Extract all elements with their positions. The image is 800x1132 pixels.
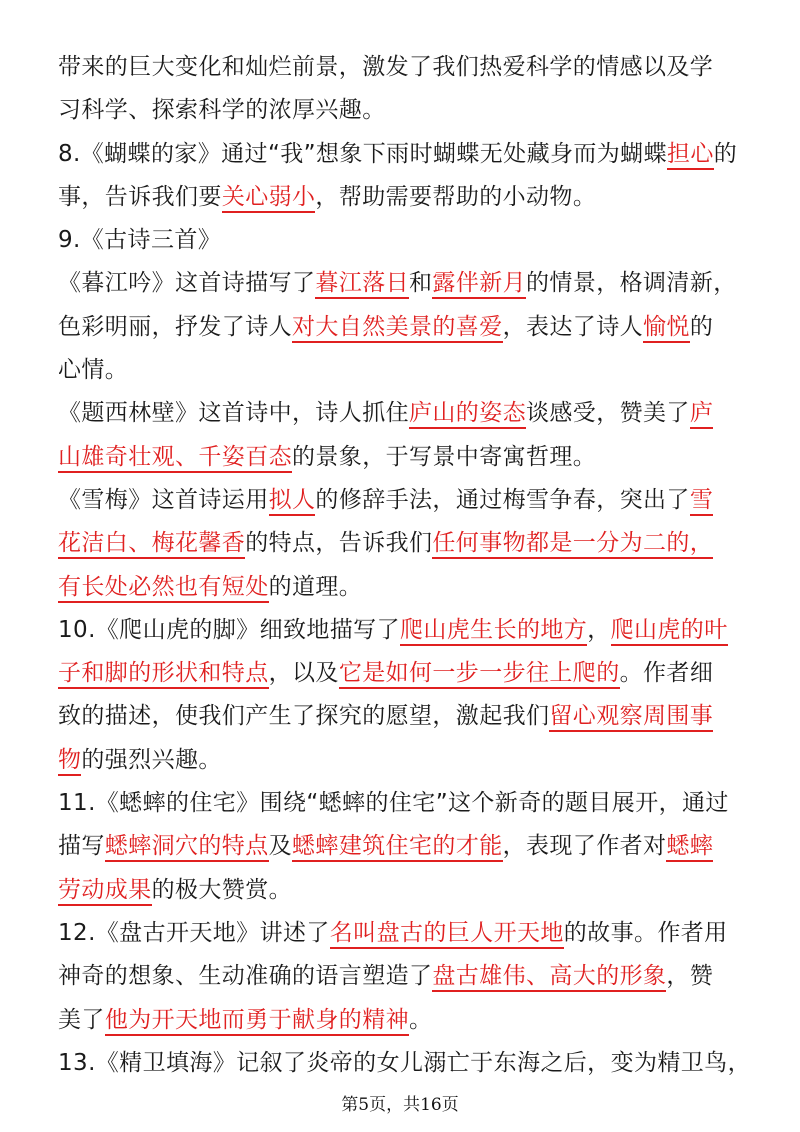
text-segment: 12.《盘古开天地》讲述了 bbox=[58, 919, 330, 946]
text-segment: 的故事。作者用 bbox=[563, 919, 728, 946]
text-segment: 带来的巨大变化和灿烂前景，激发了我们热爱科学的情感以及学 bbox=[58, 54, 714, 80]
text-segment: ，帮助需要帮助的小动物。 bbox=[315, 183, 597, 210]
highlighted-answer: 花洁白、梅花馨香 bbox=[58, 530, 245, 559]
text-segment: 致的描述，使我们产生了探究的愿望，激起我们 bbox=[58, 703, 550, 730]
highlighted-answer: 愉悦 bbox=[643, 314, 690, 343]
highlighted-answer: 山雄奇壮观、千姿百态 bbox=[58, 444, 292, 473]
highlighted-answer: 担心 bbox=[667, 141, 714, 170]
highlighted-answer: 拟人 bbox=[269, 487, 316, 516]
text-segment: 的 bbox=[713, 140, 738, 167]
text-segment: 的景象，于写景中寄寓哲理。 bbox=[292, 443, 597, 470]
text-line bbox=[58, 392, 748, 435]
text-segment: 的道理。 bbox=[268, 573, 363, 600]
text-segment: 的特点，告诉我们 bbox=[245, 530, 433, 557]
text-line bbox=[58, 89, 748, 132]
text-segment: ，表现了作者对 bbox=[502, 833, 667, 860]
highlighted-answer: 关心弱小 bbox=[222, 184, 316, 213]
highlighted-answer: 雪 bbox=[690, 487, 713, 516]
text-segment: 。 bbox=[409, 1006, 433, 1033]
text-segment: 色彩明丽，抒发了诗人 bbox=[58, 313, 292, 340]
text-line bbox=[58, 219, 748, 262]
text-line bbox=[58, 1042, 751, 1085]
text-line bbox=[58, 739, 748, 782]
highlighted-answer: 劳动成果 bbox=[58, 877, 152, 906]
highlighted-answer: 蟋蟀洞穴的特点 bbox=[105, 833, 269, 862]
highlighted-answer: 爬山虎生长的地方 bbox=[400, 617, 587, 646]
text-segment: 10.《爬山虎的脚》细致地描写了 bbox=[58, 616, 400, 643]
text-segment: 《雪梅》这首诗运用 bbox=[58, 486, 269, 513]
text-line bbox=[58, 869, 748, 912]
text-line bbox=[58, 999, 748, 1042]
page-footer: 第5页，共16页 bbox=[341, 1095, 459, 1115]
text-line bbox=[58, 46, 748, 89]
text-segment: ， bbox=[587, 616, 611, 643]
text-segment: 神奇的想象、生动准确的语言塑造了 bbox=[58, 963, 433, 990]
text-line bbox=[58, 695, 748, 738]
text-line bbox=[58, 306, 748, 349]
highlighted-answer: 蟋蟀建筑住宅的才能 bbox=[292, 833, 503, 862]
highlighted-answer: 物 bbox=[58, 747, 81, 776]
highlighted-answer: 名叫盘古的巨人开天地 bbox=[330, 920, 564, 949]
text-segment: 的修辞手法，通过梅雪争春，突出了 bbox=[315, 486, 690, 513]
highlighted-answer: 对大自然美景的喜爱 bbox=[292, 314, 503, 343]
text-segment: 及 bbox=[268, 833, 293, 860]
text-segment: 。作者细 bbox=[619, 660, 714, 687]
highlighted-answer: 盘古雄伟、高大的形象 bbox=[432, 963, 666, 992]
highlighted-answer: 有长处必然也有短处 bbox=[58, 574, 269, 603]
highlighted-answer: 庐 bbox=[690, 400, 713, 429]
text-segment: 的情景，格调清新， bbox=[526, 270, 737, 297]
highlighted-answer: 它是如何一步一步往上爬的 bbox=[339, 660, 620, 689]
text-segment: 习科学、探索科学的浓厚兴趣。 bbox=[58, 97, 386, 124]
text-line bbox=[58, 912, 748, 955]
text-segment: 9.《古诗三首》 bbox=[58, 227, 222, 254]
text-line bbox=[58, 825, 748, 868]
highlighted-answer: 留心观察周围事 bbox=[549, 703, 713, 732]
highlighted-answer: 庐山的姿态 bbox=[409, 400, 526, 429]
highlighted-answer: 蟋蟀 bbox=[666, 833, 713, 862]
text-segment: ，赞 bbox=[666, 963, 714, 990]
text-segment: 的极大赞赏。 bbox=[151, 876, 293, 903]
highlighted-answer: 他为开天地而勇于献身的精神 bbox=[105, 1007, 409, 1036]
highlighted-answer: 暮江落日 bbox=[315, 270, 409, 299]
text-line bbox=[58, 436, 748, 479]
text-line bbox=[58, 955, 748, 998]
text-line bbox=[58, 609, 748, 652]
highlighted-answer: 露伴新月 bbox=[432, 270, 526, 299]
text-segment: 的强烈兴趣。 bbox=[81, 746, 222, 773]
text-line bbox=[58, 176, 748, 219]
text-segment: ，表达了诗人 bbox=[502, 313, 644, 340]
text-segment: 13.《精卫填海》记叙了炎帝的女儿溺亡于东海之后，变为精卫鸟， bbox=[58, 1049, 751, 1076]
text-segment: ，以及 bbox=[268, 660, 339, 687]
text-segment: 11.《蟋蟀的住宅》围绕“蟋蟀的住宅”这个新奇的题目展开，通过 bbox=[58, 790, 729, 817]
text-segment: 美了 bbox=[58, 1006, 105, 1033]
text-segment: 谈感受，赞美了 bbox=[526, 400, 690, 427]
highlighted-answer: 子和脚的形状和特点 bbox=[58, 660, 269, 689]
text-segment: 《暮江吟》这首诗描写了 bbox=[58, 270, 316, 297]
highlighted-answer: 爬山虎的叶 bbox=[611, 617, 728, 646]
text-segment: 心情。 bbox=[58, 357, 129, 384]
text-segment: 和 bbox=[409, 270, 433, 297]
text-segment: 《题西林壁》这首诗中，诗人抓住 bbox=[58, 400, 409, 427]
text-line bbox=[58, 262, 748, 305]
text-line bbox=[58, 133, 748, 176]
text-line bbox=[58, 349, 748, 392]
document-body bbox=[58, 46, 751, 1085]
text-segment: 8.《蝴蝶的家》通过“我”想象下雨时蝴蝶无处藏身而为蝴蝶 bbox=[58, 140, 667, 167]
text-line bbox=[58, 652, 748, 695]
text-segment: 事，告诉我们要 bbox=[58, 183, 222, 210]
highlighted-answer: 任何事物都是一分为二的， bbox=[432, 530, 713, 559]
text-line bbox=[58, 479, 748, 522]
text-segment: 的 bbox=[689, 313, 714, 340]
text-line bbox=[58, 522, 748, 565]
text-segment: 描写 bbox=[58, 833, 105, 860]
text-line bbox=[58, 566, 748, 609]
text-line bbox=[58, 782, 748, 825]
